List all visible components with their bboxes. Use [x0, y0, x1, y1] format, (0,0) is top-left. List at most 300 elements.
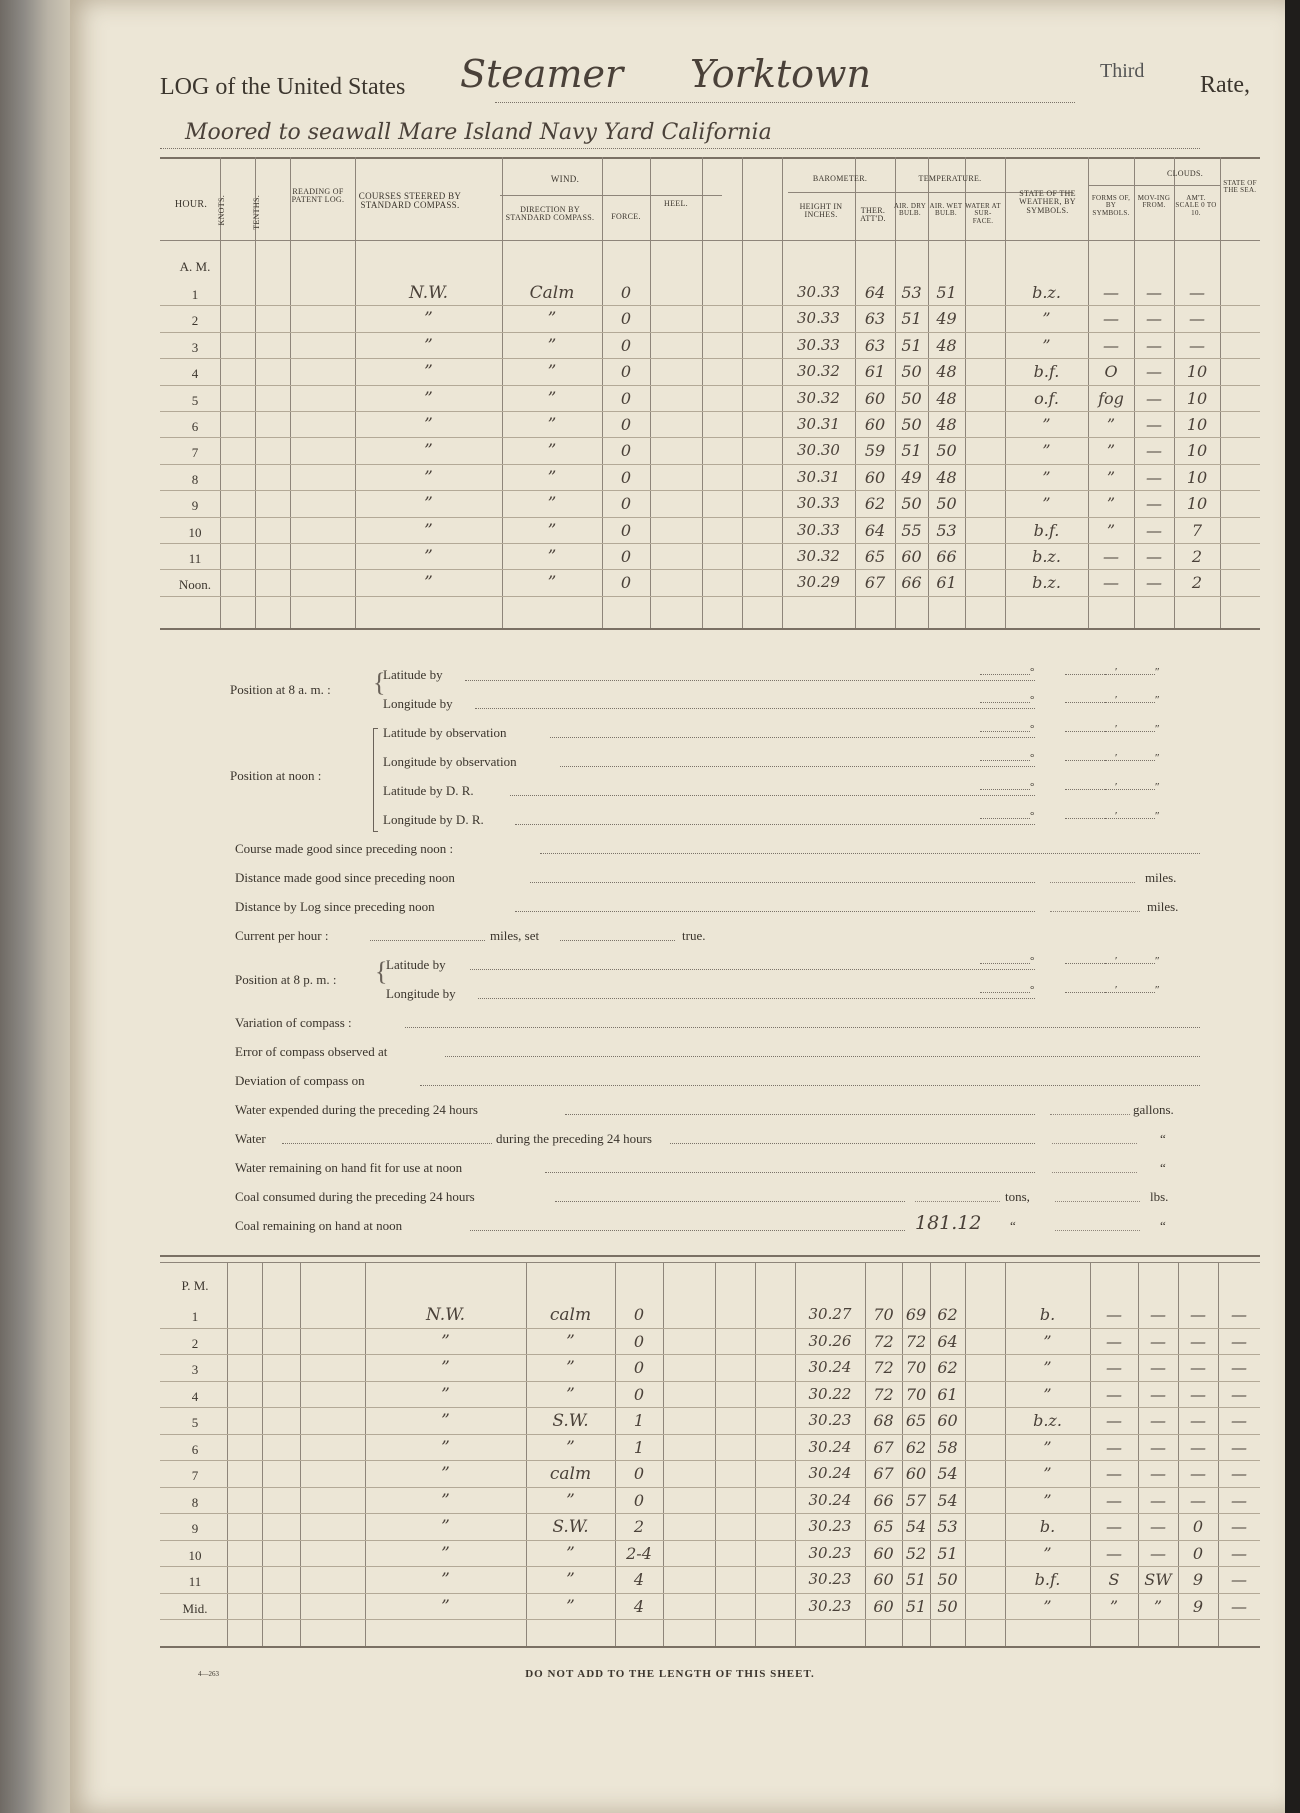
- cell-weather: b.z.: [1032, 283, 1061, 302]
- book-binding-edge: [0, 0, 80, 1813]
- col-baro-height: HEIGHT IN INCHES.: [799, 202, 843, 220]
- coord-unit-mark: ′: [1115, 781, 1118, 793]
- cell-force: 0: [620, 520, 632, 540]
- cell-baro: 30.23: [808, 1517, 852, 1535]
- hour-label: 1: [191, 1309, 199, 1324]
- cell-ther: 64: [864, 520, 886, 540]
- cell-forms: —: [1103, 309, 1119, 329]
- cell-moving: —: [1146, 309, 1162, 329]
- coal-remaining-label: Coal remaining on hand at noon: [235, 1218, 403, 1233]
- coord-unit-mark: ′: [1115, 694, 1118, 706]
- cell-moving: —: [1146, 494, 1162, 514]
- cell-moving: —: [1150, 1543, 1166, 1563]
- cell-force: 0: [633, 1358, 645, 1377]
- cell-forms: —: [1103, 547, 1119, 566]
- ditto-mark-2: “: [1160, 1160, 1166, 1175]
- coord-unit-mark: °: [1030, 752, 1035, 764]
- col-clouds: CLOUDS.: [1166, 169, 1204, 178]
- cell-ther: 67: [864, 573, 886, 593]
- cell-wet: 66: [936, 547, 957, 566]
- hour-label: 11: [188, 1574, 202, 1589]
- cell-wind-dir: ”: [547, 335, 557, 356]
- cell-wet: 48: [936, 388, 957, 408]
- cell-course: ”: [424, 388, 433, 409]
- cell-force: 2-4: [626, 1543, 652, 1563]
- cell-amount: 10: [1186, 362, 1208, 382]
- cell-wind-dir: ”: [547, 309, 557, 330]
- vessel-type: Steamer: [460, 52, 624, 96]
- cell-amount: —: [1189, 283, 1205, 302]
- coord-unit-mark: ″: [1155, 781, 1160, 793]
- table-column-rule: [965, 157, 966, 628]
- water-expended-label: Water expended during the preceding 24 hours: [235, 1102, 478, 1117]
- deviation-label: Deviation of compass on: [235, 1073, 365, 1088]
- cell-weather: ”: [1042, 335, 1051, 355]
- cell-dry: 51: [901, 335, 922, 355]
- table-column-rule: [1220, 157, 1221, 628]
- cell-baro: 30.27: [808, 1305, 852, 1323]
- cell-forms: —: [1103, 573, 1119, 593]
- table-column-rule: [965, 1262, 966, 1646]
- cell-ther: 67: [873, 1437, 894, 1457]
- cell-dry: 60: [905, 1464, 927, 1483]
- error-label: Error of compass observed at: [235, 1044, 388, 1059]
- cell-weather: b.z.: [1032, 547, 1061, 566]
- coord-unit-mark: ′: [1115, 955, 1118, 967]
- cell-amount: 10: [1186, 441, 1208, 461]
- cell-wind-dir: ”: [547, 573, 557, 594]
- cell-wind-dir: calm: [549, 1305, 592, 1325]
- cell-wet: 58: [937, 1437, 958, 1457]
- cell-wind-dir: ”: [547, 362, 557, 383]
- cell-wet: 50: [936, 494, 957, 514]
- cell-dry: 52: [905, 1543, 927, 1563]
- cell-force: 0: [620, 494, 632, 514]
- cell-forms: —: [1106, 1437, 1122, 1457]
- cell-course: ”: [441, 1464, 450, 1484]
- cell-amount: —: [1190, 1411, 1206, 1430]
- cell-course: ”: [441, 1411, 450, 1431]
- cell-amount: —: [1189, 335, 1205, 355]
- cell-ther: 60: [864, 388, 886, 408]
- cell-amount: —: [1189, 309, 1205, 329]
- cell-moving: —: [1150, 1517, 1166, 1536]
- cell-ther: 62: [864, 494, 886, 514]
- lbs-label: lbs.: [1150, 1189, 1169, 1204]
- mooring-location: Moored to seawall Mare Island Navy Yard California: [185, 120, 772, 145]
- cell-course: ”: [441, 1384, 450, 1405]
- cell-wind-dir: S.W.: [552, 1517, 589, 1537]
- hour-label: 7: [191, 445, 199, 461]
- table-column-rule: [702, 157, 703, 628]
- cell-course: ”: [424, 335, 433, 356]
- cell-force: 0: [633, 1464, 645, 1483]
- cell-wind-dir: ”: [566, 1570, 575, 1590]
- cell-dry: 72: [905, 1331, 927, 1351]
- col-temperature: TEMPERATURE.: [918, 174, 982, 183]
- cell-baro: 30.31: [797, 415, 840, 433]
- cell-baro: 30.22: [808, 1384, 852, 1403]
- cell-weather: ”: [1043, 1331, 1052, 1351]
- lat-obs-label: Latitude by observation: [383, 725, 507, 740]
- cell-force: 0: [633, 1490, 645, 1510]
- col-air-wet: AIR. WET BULB.: [929, 202, 963, 218]
- coord-unit-mark: ′: [1115, 666, 1118, 678]
- coord-unit-mark: °: [1030, 723, 1035, 735]
- cell-force: 4: [633, 1570, 645, 1589]
- hour-label: 9: [191, 1521, 199, 1536]
- tons-label: tons,: [1005, 1189, 1030, 1204]
- cell-dry: 69: [905, 1305, 927, 1324]
- cell-ther: 60: [864, 415, 886, 434]
- cell-dry: 70: [905, 1358, 927, 1377]
- col-cloud-forms: FORMS OF, BY SYMBOLS.: [1091, 194, 1131, 217]
- coord-unit-mark: ′: [1115, 984, 1118, 996]
- cell-dry: 70: [905, 1384, 927, 1404]
- cell-dry: 65: [905, 1411, 927, 1430]
- cell-wet: 62: [937, 1358, 958, 1377]
- pm-label: P. M.: [181, 1278, 209, 1293]
- ditto-mark-1: “: [1160, 1131, 1166, 1146]
- cell-dry: 57: [905, 1490, 927, 1510]
- hour-label: 8: [191, 471, 199, 487]
- cell-amount: 10: [1186, 467, 1208, 487]
- col-water-surface: WATER AT SUR-FACE.: [965, 202, 1001, 225]
- cell-moving: —: [1150, 1490, 1166, 1510]
- cell-forms: —: [1106, 1411, 1122, 1430]
- col-patent-log: READING OF PATENT LOG.: [291, 187, 345, 205]
- cell-sea: —: [1231, 1305, 1247, 1324]
- cell-forms: ”: [1106, 441, 1116, 461]
- cell-weather: ”: [1043, 1464, 1052, 1483]
- cell-baro: 30.26: [808, 1331, 852, 1350]
- cell-ther: 65: [873, 1517, 894, 1536]
- hour-label: 9: [191, 498, 199, 514]
- cell-force: 0: [633, 1331, 645, 1351]
- cell-force: 0: [633, 1384, 645, 1404]
- table-column-rule: [755, 1262, 756, 1646]
- col-wind-direction: DIRECTION BY STANDARD COMPASS.: [505, 205, 595, 223]
- cell-amount: —: [1190, 1464, 1206, 1483]
- cell-ther: 60: [873, 1543, 894, 1563]
- table-column-rule: [650, 157, 651, 628]
- cell-dry: 54: [905, 1517, 927, 1536]
- cell-forms: —: [1106, 1543, 1122, 1563]
- cell-baro: 30.23: [808, 1411, 852, 1429]
- cell-moving: —: [1150, 1384, 1166, 1404]
- cell-amount: —: [1190, 1437, 1206, 1457]
- cell-course: ”: [424, 309, 433, 330]
- water-during-label: during the preceding 24 hours: [496, 1131, 652, 1146]
- cell-moving: —: [1150, 1358, 1166, 1377]
- cell-course: ”: [441, 1490, 450, 1511]
- cell-moving: SW: [1144, 1570, 1172, 1589]
- cell-wind-dir: ”: [566, 1358, 575, 1378]
- cell-forms: ”: [1106, 520, 1116, 540]
- cell-baro: 30.30: [797, 441, 840, 460]
- cell-moving: —: [1146, 283, 1162, 302]
- hour-label: 5: [191, 392, 199, 408]
- cell-wet: 61: [937, 1384, 958, 1404]
- variation-label: Variation of compass :: [235, 1015, 352, 1030]
- cell-ther: 66: [873, 1490, 894, 1510]
- cell-weather: b.: [1039, 1305, 1056, 1324]
- cell-wet: 53: [936, 520, 957, 540]
- cell-ther: 68: [873, 1411, 894, 1430]
- cell-baro: 30.33: [797, 283, 840, 301]
- cell-wet: 62: [937, 1305, 958, 1324]
- hour-label: 4: [191, 366, 199, 382]
- cell-wet: 48: [936, 415, 957, 434]
- cell-moving: —: [1146, 335, 1162, 355]
- coord-unit-mark: ′: [1115, 723, 1118, 735]
- cell-weather: b.f.: [1034, 1570, 1061, 1589]
- cell-dry: 53: [901, 283, 922, 302]
- cell-course: ”: [424, 573, 433, 594]
- pos-8pm-label: Position at 8 p. m. :: [235, 972, 337, 987]
- cell-baro: 30.33: [797, 309, 840, 328]
- cell-wind-dir: ”: [547, 467, 557, 488]
- cell-course: N.W.: [425, 1305, 466, 1325]
- cell-weather: ”: [1043, 1358, 1052, 1377]
- cell-course: ”: [424, 467, 433, 488]
- cell-dry: 50: [901, 494, 922, 514]
- coord-unit-mark: °: [1030, 984, 1035, 996]
- coal-remaining-value: 181.12: [915, 1212, 982, 1234]
- cell-forms: O: [1104, 362, 1118, 382]
- miles-set-label: miles, set: [490, 928, 540, 943]
- hour-label: 1: [191, 287, 199, 302]
- cell-dry: 62: [905, 1437, 927, 1457]
- cell-forms: —: [1106, 1464, 1122, 1483]
- col-heel: HEEL.: [664, 199, 688, 208]
- table-column-rule: [715, 1262, 716, 1646]
- cell-force: 2: [633, 1517, 645, 1536]
- vessel-rate: Third: [1100, 60, 1145, 82]
- cell-course: ”: [441, 1358, 450, 1378]
- miles-label-2: miles.: [1147, 899, 1179, 914]
- cell-dry: 50: [901, 415, 922, 434]
- hour-label: 2: [191, 1335, 199, 1351]
- cell-wind-dir: S.W.: [552, 1411, 589, 1431]
- cell-weather: b.f.: [1033, 362, 1060, 382]
- cell-forms: —: [1103, 335, 1119, 355]
- cell-sea: —: [1231, 1570, 1247, 1589]
- cell-ther: 65: [864, 547, 886, 566]
- cell-weather: ”: [1042, 309, 1051, 329]
- cell-force: 0: [620, 283, 632, 302]
- cell-forms: —: [1106, 1305, 1122, 1324]
- table-column-rule: [663, 1262, 664, 1646]
- cell-forms: —: [1106, 1490, 1122, 1510]
- cell-forms: fog: [1098, 388, 1124, 408]
- cell-force: 0: [620, 335, 632, 355]
- cell-wet: 48: [936, 362, 957, 382]
- coord-unit-mark: °: [1030, 666, 1035, 678]
- cell-course: ”: [441, 1437, 450, 1458]
- coord-unit-mark: ″: [1155, 810, 1160, 822]
- cell-forms: ”: [1106, 494, 1116, 514]
- hour-label: 3: [191, 1362, 199, 1377]
- cell-sea: —: [1231, 1358, 1247, 1377]
- hour-label: 2: [191, 313, 199, 329]
- cell-amount: 10: [1186, 388, 1208, 408]
- hour-label: 10: [188, 524, 202, 540]
- col-tenths: TENTHS.: [252, 195, 261, 230]
- pos-8am-label: Position at 8 a. m. :: [230, 682, 331, 697]
- col-wind-force: FORCE.: [611, 212, 641, 221]
- hour-label: 6: [191, 419, 199, 434]
- table-column-rule: [262, 1262, 263, 1646]
- am-label: A. M.: [179, 259, 211, 274]
- coord-unit-mark: ″: [1155, 752, 1160, 764]
- cell-course: ”: [424, 441, 433, 462]
- col-wind: WIND.: [550, 174, 580, 184]
- cell-amount: 10: [1186, 494, 1208, 514]
- coord-unit-mark: °: [1030, 694, 1035, 706]
- cell-moving: —: [1146, 441, 1162, 461]
- cell-course: ”: [424, 362, 433, 383]
- cell-ther: 64: [864, 283, 886, 302]
- cell-forms: ”: [1109, 1596, 1119, 1616]
- cell-weather: b.z.: [1033, 1411, 1062, 1430]
- cell-amount: 2: [1191, 573, 1203, 593]
- cell-weather: ”: [1043, 1596, 1052, 1616]
- cell-weather: ”: [1042, 467, 1051, 487]
- cell-force: 4: [633, 1596, 645, 1616]
- cell-moving: —: [1146, 415, 1162, 434]
- cell-sea: —: [1231, 1464, 1247, 1483]
- coord-unit-mark: ″: [1155, 666, 1160, 678]
- cell-force: 1: [633, 1411, 645, 1430]
- hour-label: Mid.: [182, 1600, 208, 1616]
- cell-amount: 10: [1186, 415, 1208, 434]
- water-remaining-label: Water remaining on hand fit for use at noon: [235, 1160, 463, 1175]
- lon-by-label: Longitude by: [383, 696, 453, 711]
- table-column-rule: [300, 1262, 301, 1646]
- cell-ther: 72: [873, 1384, 894, 1404]
- coord-unit-mark: ″: [1155, 984, 1160, 996]
- vessel-name: Yorktown: [690, 52, 872, 96]
- table-column-rule: [742, 157, 743, 628]
- cell-amount: 7: [1191, 520, 1203, 540]
- cell-dry: 60: [901, 547, 922, 566]
- cell-course: ”: [424, 547, 433, 567]
- cell-moving: —: [1146, 547, 1162, 566]
- cell-sea: —: [1231, 1517, 1247, 1536]
- col-cloud-amount: AM'T. SCALE 0 TO 10.: [1175, 194, 1217, 217]
- hour-label: 3: [191, 339, 199, 355]
- cell-wet: 64: [937, 1331, 958, 1351]
- coord-unit-mark: °: [1030, 955, 1035, 967]
- col-ther-attd: THER. ATT'D.: [860, 206, 886, 224]
- cell-dry: 49: [901, 467, 922, 487]
- cell-wet: 50: [937, 1570, 958, 1589]
- cell-amount: —: [1190, 1358, 1206, 1377]
- cell-ther: 63: [864, 335, 886, 355]
- cell-baro: 30.23: [808, 1543, 852, 1562]
- cell-weather: o.f.: [1034, 388, 1059, 408]
- cell-wind-dir: ”: [547, 547, 557, 567]
- lat-dr-label: Latitude by D. R.: [383, 783, 474, 798]
- cell-baro: 30.31: [797, 467, 840, 486]
- coord-unit-mark: ″: [1155, 723, 1160, 735]
- log-title-prefix: LOG of the United States: [160, 74, 406, 100]
- cell-course: ”: [441, 1517, 450, 1537]
- cell-moving: —: [1150, 1464, 1166, 1483]
- cell-sea: —: [1231, 1331, 1247, 1351]
- cell-ther: 60: [873, 1596, 894, 1616]
- cell-wind-dir: ”: [566, 1437, 575, 1458]
- coord-unit-mark: ″: [1155, 955, 1160, 967]
- cell-moving: —: [1146, 388, 1162, 408]
- col-courses: COURSES STEERED BY STANDARD COMPASS.: [358, 191, 462, 211]
- cell-amount: 9: [1192, 1596, 1204, 1616]
- cell-baro: 30.32: [797, 362, 840, 381]
- cell-wind-dir: ”: [547, 494, 557, 515]
- cell-wind-dir: Calm: [529, 283, 575, 303]
- form-number: 4—263: [198, 1670, 219, 1678]
- cell-wet: 50: [936, 441, 957, 461]
- lat-by2-label: Latitude by: [386, 957, 446, 972]
- cell-wet: 54: [937, 1490, 958, 1510]
- current-label: Current per hour :: [235, 928, 329, 943]
- cell-baro: 30.33: [797, 520, 840, 539]
- cell-wet: 48: [936, 335, 957, 355]
- ditto-mark-4: “: [1160, 1218, 1166, 1233]
- col-hour: HOUR.: [174, 199, 208, 210]
- cell-force: 0: [620, 415, 632, 434]
- cell-weather: b.f.: [1033, 520, 1060, 540]
- dist-good-label: Distance made good since preceding noon: [235, 870, 455, 885]
- cell-weather: b.z.: [1032, 573, 1061, 593]
- lat-by-label: Latitude by: [383, 667, 443, 682]
- lon-obs-label: Longitude by observation: [383, 754, 517, 769]
- cell-amount: 9: [1192, 1570, 1204, 1589]
- cell-ther: 63: [864, 309, 886, 329]
- cell-baro: 30.24: [808, 1490, 852, 1509]
- hour-label: Noon.: [178, 577, 212, 593]
- cell-forms: —: [1103, 283, 1119, 302]
- course-good-label: Course made good since preceding noon :: [235, 841, 454, 856]
- cell-course: ”: [441, 1331, 450, 1352]
- cell-course: ”: [441, 1596, 450, 1617]
- col-cloud-moving: MOV-ING FROM.: [1137, 194, 1171, 210]
- cell-dry: 50: [901, 362, 922, 382]
- col-weather: STATE OF THE WEATHER, BY SYMBOLS.: [1019, 189, 1076, 215]
- coal-consumed-label: Coal consumed during the preceding 24 hours: [235, 1189, 475, 1204]
- cell-weather: ”: [1042, 415, 1051, 434]
- cell-wind-dir: ”: [566, 1596, 575, 1617]
- coord-unit-mark: ′: [1115, 752, 1118, 764]
- hour-label: 4: [191, 1388, 199, 1404]
- cell-amount: —: [1190, 1331, 1206, 1351]
- cell-amount: —: [1190, 1384, 1206, 1404]
- hour-label: 5: [191, 1415, 199, 1430]
- cell-dry: 51: [901, 441, 922, 461]
- cell-wind-dir: ”: [566, 1543, 575, 1564]
- col-barometer: BAROMETER.: [812, 174, 868, 183]
- cell-force: 0: [620, 441, 632, 461]
- cell-forms: —: [1106, 1384, 1122, 1404]
- cell-moving: —: [1150, 1437, 1166, 1457]
- cell-moving: —: [1150, 1411, 1166, 1430]
- cell-wet: 49: [936, 309, 957, 329]
- cell-wet: 48: [936, 467, 957, 487]
- cell-weather: b.: [1039, 1517, 1056, 1536]
- cell-course: ”: [424, 520, 433, 541]
- cell-moving: ”: [1153, 1596, 1163, 1616]
